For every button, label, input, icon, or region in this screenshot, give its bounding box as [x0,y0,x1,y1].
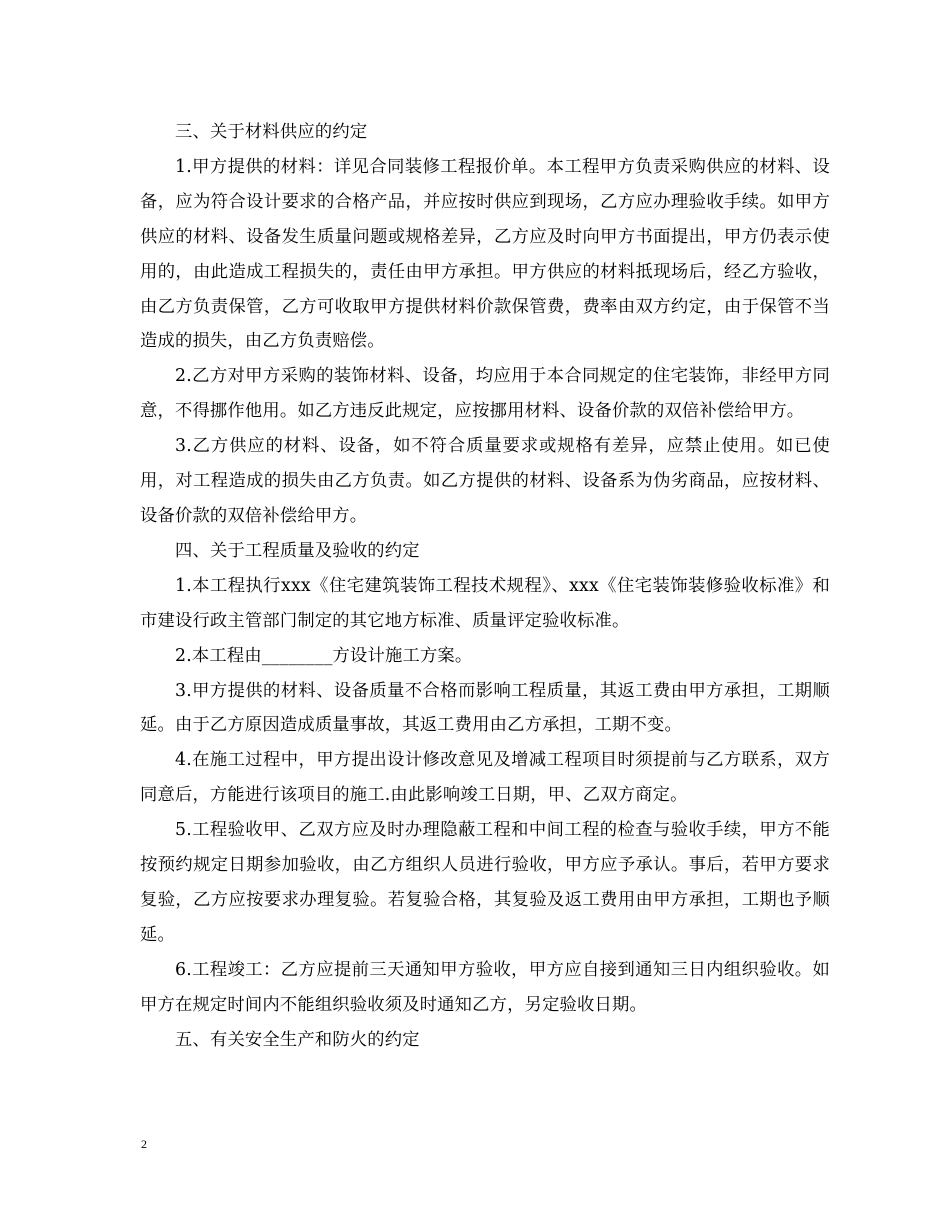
paragraph-4-2: 2.本工程由________方设计施工方案。 [175,645,473,666]
paragraph-3-2: 2.乙方对甲方采购的装饰材料、设备，均应用于本合同规定的住宅装饰，非经甲方同意，不得挪作他用。如乙方违反此规定，应按挪用材料、设备价款的双倍补偿给甲方。 [140,366,830,422]
section-heading-5: 五、有关安全生产和防火的约定 [175,1029,420,1050]
paragraph-3-3: 3.乙方供应的材料、设备，如不符合质量要求或规格有差异，应禁止使用。如已使用，对工程造成的损失由乙方负责。如乙方提供的材料、设备系为伪劣商品，应按材料、设备价款的双倍补偿给甲方。 [140,436,830,526]
paragraph-4-3: 3.甲方提供的材料、设备质量不合格而影响工程质量，其返工费由甲方承担，工期顺延。由于乙方原因造成质量事故，其返工费用由乙方承担，工期不变。 [140,680,830,736]
paragraph-4-4: 4.在施工过程中，甲方提出设计修改意见及增减工程项目时须提前与乙方联系，双方同意后，方能进行该项目的施工.由此影响竣工日期，甲、乙双方商定。 [140,750,830,806]
page-number: 2 [141,1137,147,1151]
document-body [140,115,830,1057]
paragraph-4-6: 6.工程竣工：乙方应提前三天通知甲方验收，甲方应自接到通知三日内组织验收。如甲方在规定时间内不能组织验收须及时通知乙方，另定验收日期。 [140,959,830,1015]
paragraph-3-1: 1.甲方提供的材料：详见合同装修工程报价单。本工程甲方负责采购供应的材料、设备，应为符合设计要求的合格产品，并应按时供应到现场，乙方应办理验收手续。如甲方供应的材料、设备发生质量问题或规格差异，乙方应及时向甲方书面提出，甲方仍表示使用的，由此造成工程损失的，责任由甲方承担。甲方供应的材料抵现场后，经乙方验收，由乙方负责保管，乙方可收取甲方提供材料价款保管费，费率由双方约定，由于保管不当造成的损失，由乙方负责赔偿。 [140,156,830,352]
paragraph-4-1: 1.本工程执行xxx《住宅建筑装饰工程技术规程》、xxx《住宅装饰装修验收标准》和市建设行政主管部门制定的其它地方标准、质量评定验收标准。 [140,575,830,631]
section-heading-4: 四、关于工程质量及验收的约定 [175,540,420,561]
section-heading-3: 三、关于材料供应的约定 [175,122,368,142]
paragraph-4-5: 5.工程验收甲、乙双方应及时办理隐蔽工程和中间工程的检查与验收手续，甲方不能按预约规定日期参加验收，由乙方组织人员进行验收，甲方应予承认。事后，若甲方要求复验，乙方应按要求办理复验。若复验合格，其复验及返工费用由甲方承担，工期也予顺延。 [140,820,830,945]
